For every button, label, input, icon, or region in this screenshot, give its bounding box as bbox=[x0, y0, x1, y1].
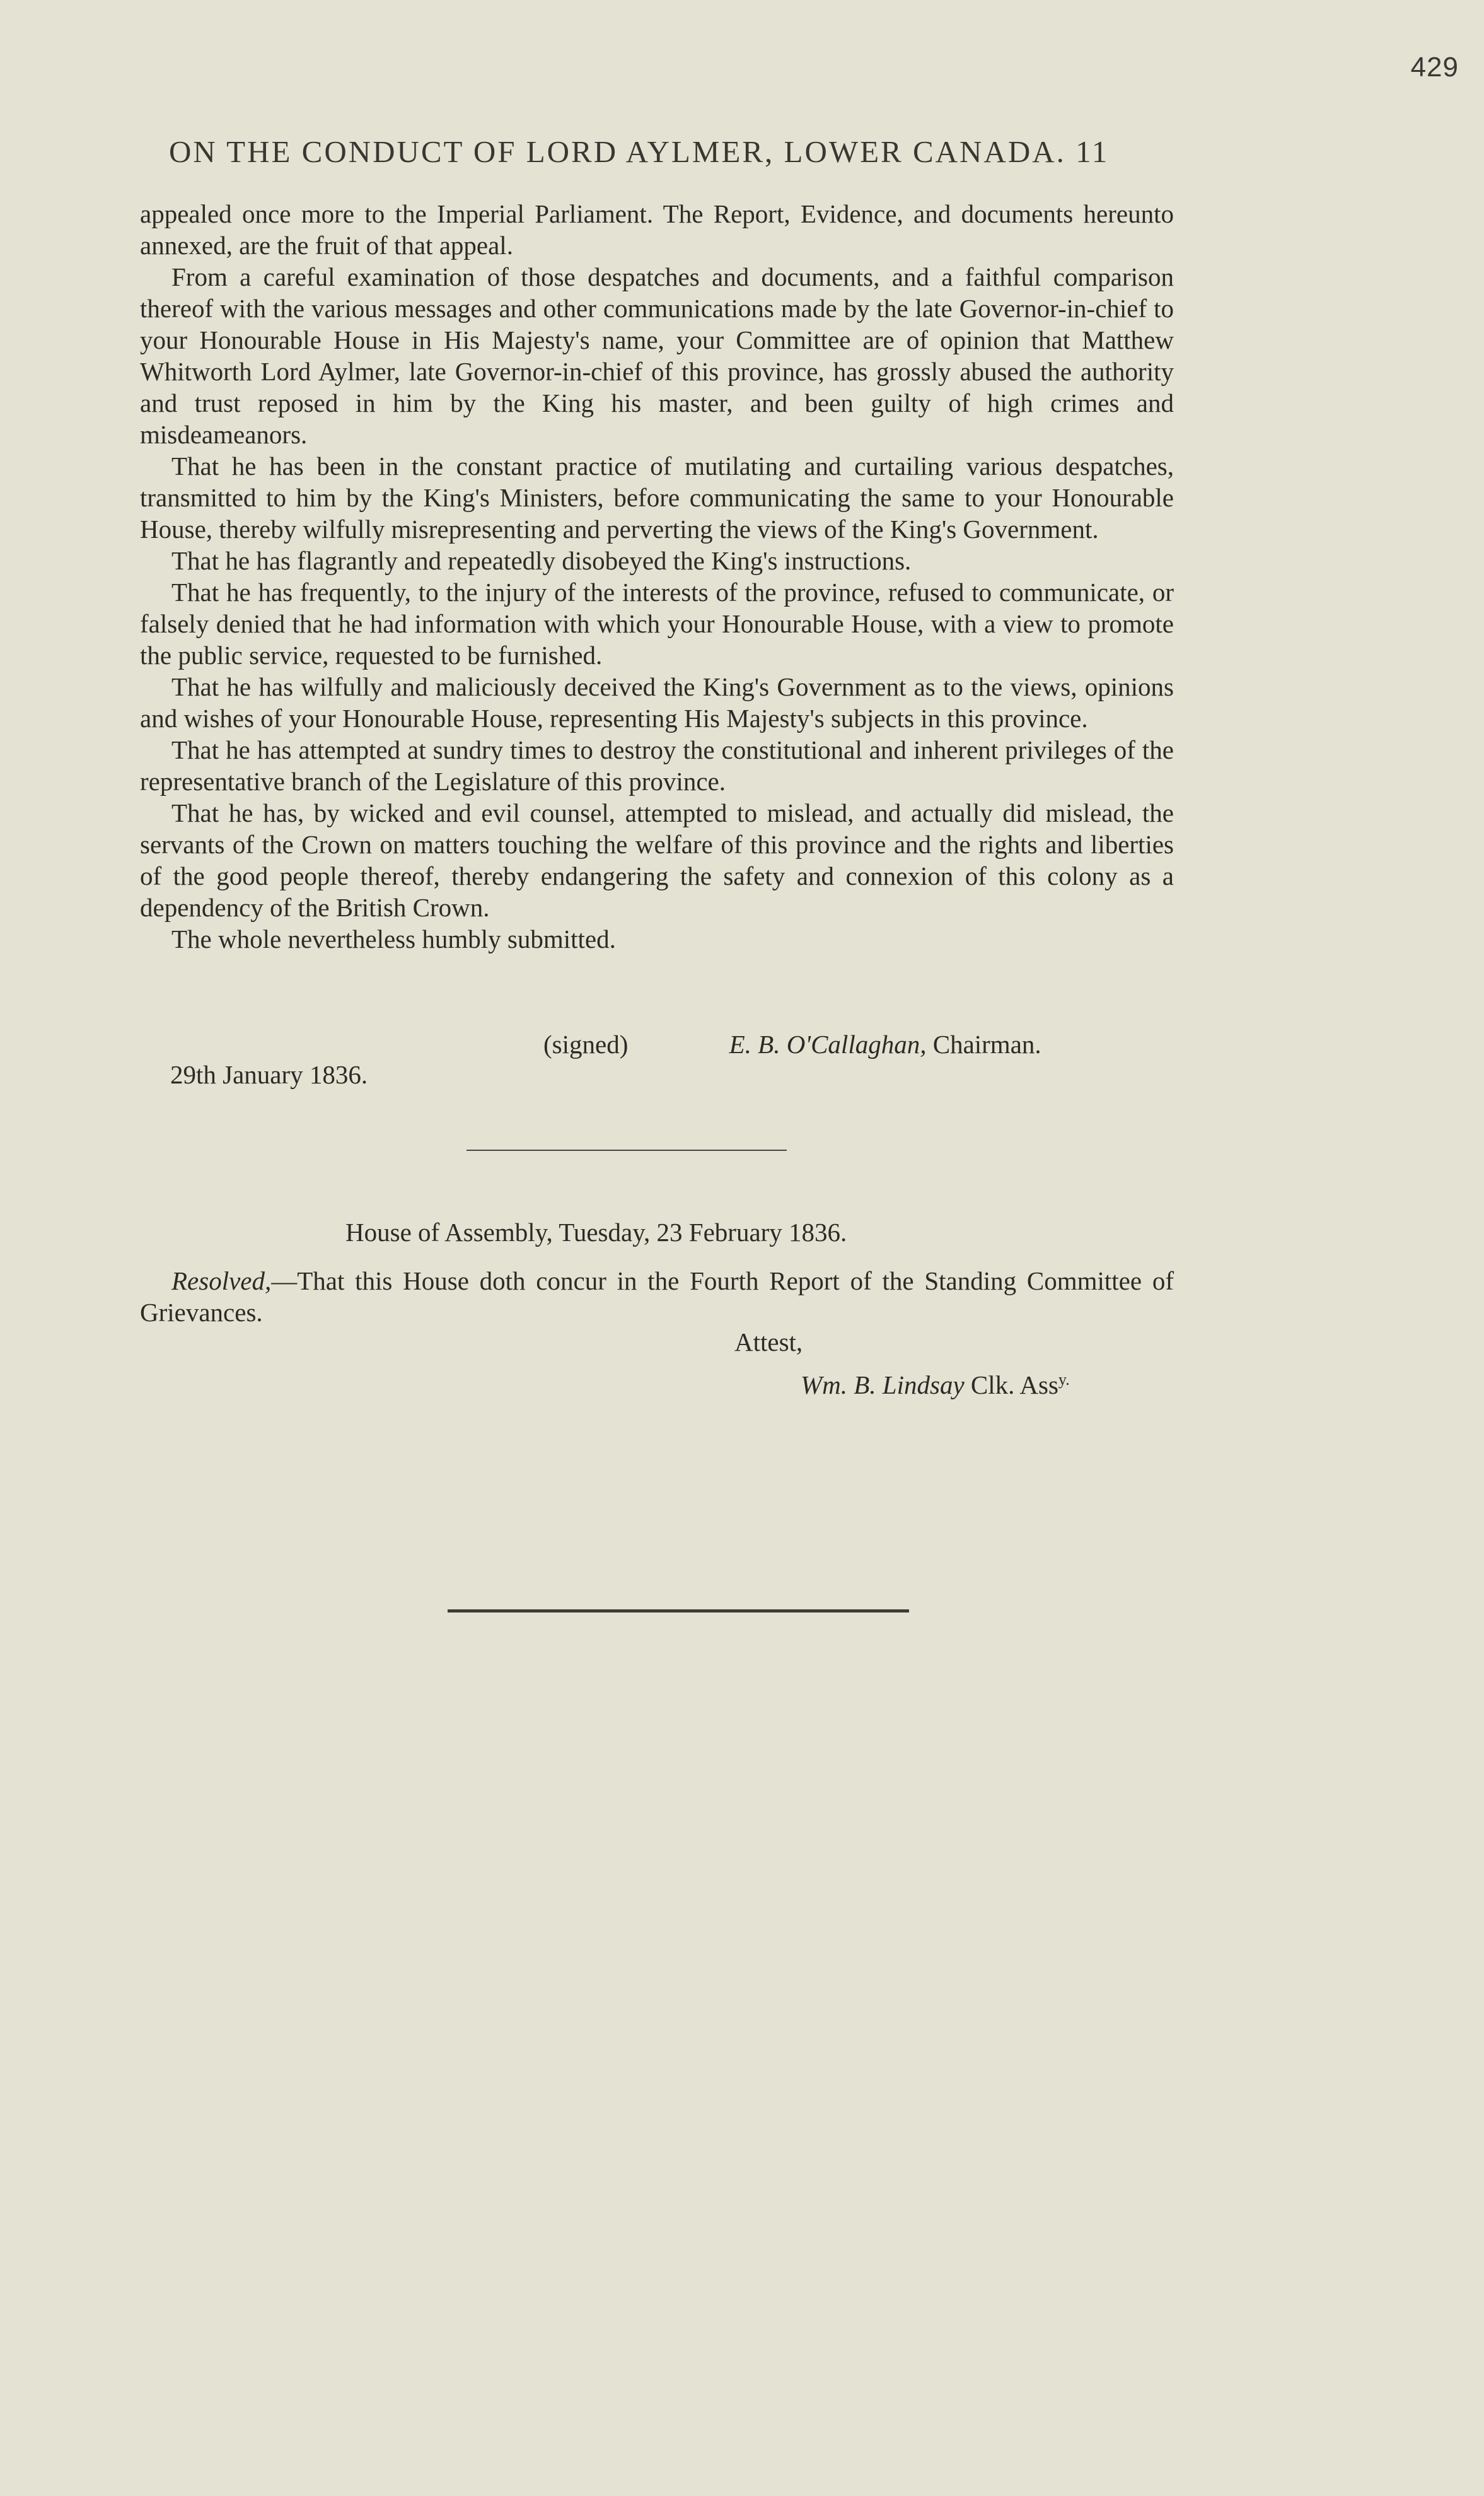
paragraph: The whole nevertheless humbly submitted. bbox=[171, 924, 616, 953]
paragraph: That he has attempted at sundry times to destroy the constitutional and inherent privileges of the representative branch of the Legislature of this province. bbox=[140, 735, 1174, 796]
resolved-label: Resolved, bbox=[171, 1266, 272, 1295]
end-rule bbox=[448, 1609, 909, 1612]
report-date: 29th January 1836. bbox=[170, 1060, 368, 1089]
clerk-name: Wm. B. Lindsay bbox=[801, 1370, 965, 1399]
paragraph: That he has, by wicked and evil counsel, attempted to mislead, and actually did mislead, the servants of the Crown on matters touching the welfare of this province and the rights and liberties of the good people thereof, thereby endangering the safety and connexion of this colony as a dependency of the British Crown. bbox=[140, 798, 1174, 922]
resolution-text bbox=[140, 1265, 1174, 1328]
paragraph: That he has wilfully and maliciously deceived the King's Government as to the views, opinions and wishes of your Honourable House, representing His Majesty's subjects in this province. bbox=[140, 672, 1174, 733]
signature-line bbox=[543, 1029, 1041, 1059]
signatory-name: E. B. O'Callaghan, bbox=[729, 1030, 927, 1059]
signed-label: (signed) bbox=[543, 1030, 629, 1059]
attest-label: Attest, bbox=[734, 1327, 803, 1356]
paragraph: From a careful examination of those despatches and documents, and a faithful comparison thereof with the various messages and other communications made by the late Governor-in-chief to your Honourable House in His Majesty's name, your Committee are of opinion that Matthew Whitworth Lord Aylmer, late Governor-in-chief of this province, has grossly abused the authority and trust reposed in him by the King his master, and been guilty of high crimes and misdeameanors. bbox=[140, 262, 1174, 449]
resolution-heading: House of Assembly, Tuesday, 23 February 1836. bbox=[345, 1218, 847, 1247]
page-number: 429 bbox=[1410, 52, 1459, 83]
signatory-title: Chairman. bbox=[932, 1030, 1041, 1059]
resolution-body: —That this House doth concur in the Fourth Report of the Standing Committee of Grievances. bbox=[140, 1266, 1174, 1327]
paragraph: That he has frequently, to the injury of the interests of the province, refused to communicate, or falsely denied that he had information with which your Honourable House, with a view to promote the public service, requested to be furnished. bbox=[140, 578, 1174, 670]
clerk-title-suffix: y. bbox=[1058, 1370, 1070, 1389]
paragraph: appealed once more to the Imperial Parliament. The Report, Evidence, and documents hereunto annexed, are the fruit of that appeal. bbox=[140, 199, 1174, 260]
paragraph: That he has been in the constant practice of mutilating and curtailing various despatches, transmitted to him by the King's Ministers, before communicating the same to your Honourable House, thereby wilfully misrepresenting and perverting the views of the King's Government. bbox=[140, 452, 1174, 544]
running-header: ON THE CONDUCT OF LORD AYLMER, LOWER CANADA. 11 bbox=[169, 134, 1110, 169]
report-body bbox=[140, 198, 1174, 955]
paragraph: That he has flagrantly and repeatedly disobeyed the King's instructions. bbox=[171, 546, 912, 575]
clerk-title: Clk. Ass bbox=[970, 1370, 1058, 1399]
clerk-signature bbox=[801, 1370, 1070, 1400]
section-divider bbox=[467, 1150, 787, 1151]
